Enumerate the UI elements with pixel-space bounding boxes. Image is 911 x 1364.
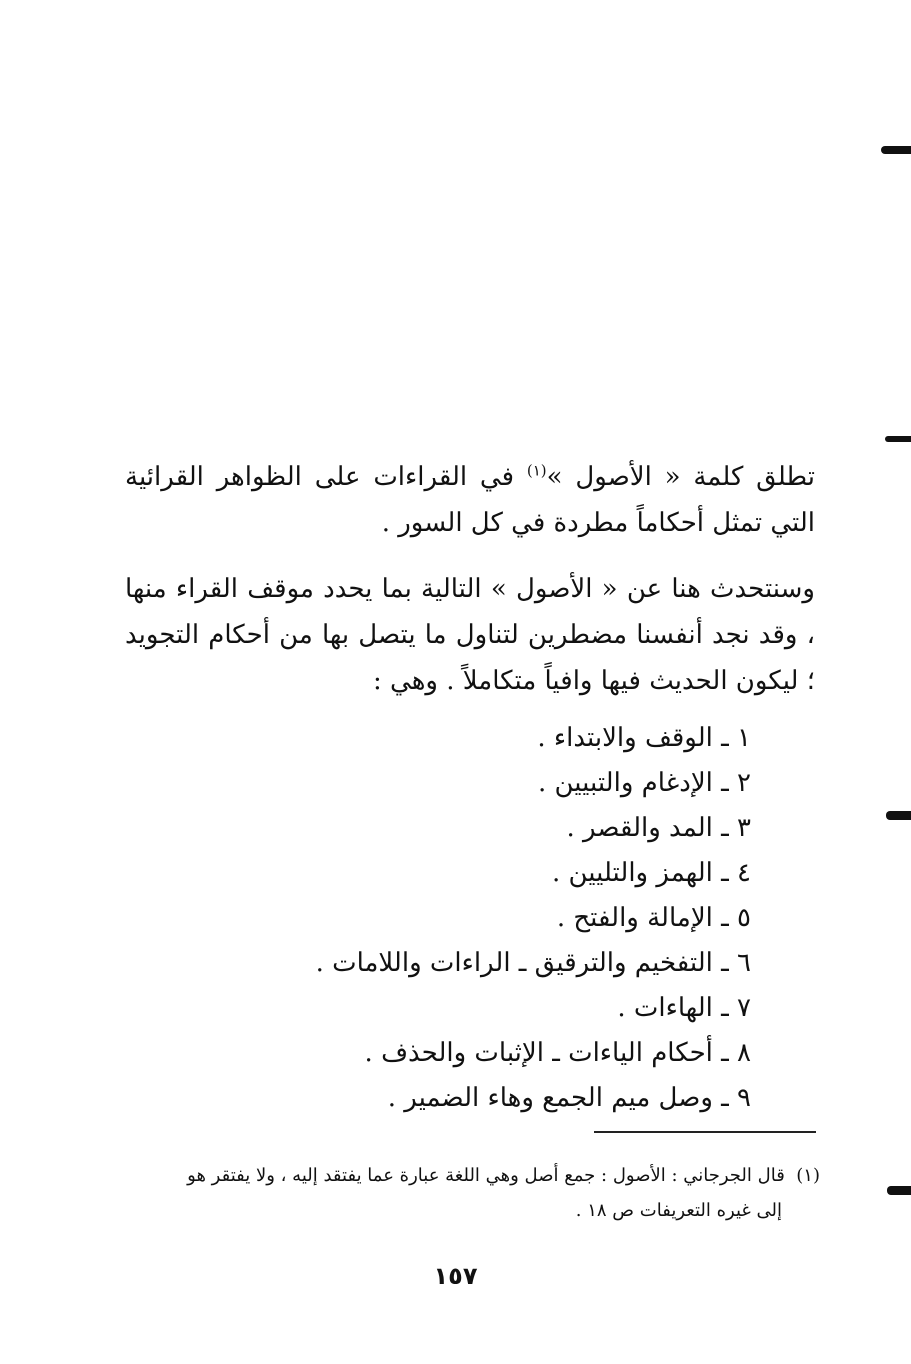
- list-item: ٩ ـ وصل ميم الجمع وهاء الضمير .: [387, 1083, 751, 1113]
- scan-edge-mark: [885, 436, 911, 442]
- paragraph-intro: وسنتحدث هنا عن « الأصول » التالية بما يحدد موقف القراء منها ، وقد نجد أنفسنا مضطرين لتناول ما يتصل بها من أحكام التجويد ؛ ليكون الحديث فيها وافياً متكاملاً . وهي :: [125, 574, 815, 696]
- paragraph-text: في القراءات على الظواهر القرائية التي تمثل أحكاماً مطردة في كل السور .: [125, 462, 815, 538]
- list-item: ١ ـ الوقف والابتداء .: [537, 723, 751, 753]
- footnote-text: قال الجرجاني : الأصول : جمع أصل وهي اللغة عبارة عما يفتقد إليه ، ولا يفتقر هو: [187, 1165, 785, 1186]
- list-item: ٨ ـ أحكام الياءات ـ الإثبات والحذف .: [364, 1038, 751, 1068]
- scan-edge-mark: [881, 146, 911, 154]
- paragraph-text: تطلق كلمة « الأصول »: [546, 462, 815, 492]
- list-item: ٥ ـ الإمالة والفتح .: [556, 903, 751, 933]
- footnote-separator: [594, 1131, 816, 1133]
- scan-edge-mark: [887, 1186, 911, 1195]
- usul-list: [231, 716, 751, 1121]
- list-item: ٣ ـ المد والقصر .: [566, 813, 751, 843]
- page-number: ١٥٧: [433, 1262, 478, 1290]
- list-item: ٢ ـ الإدغام والتبيين .: [537, 768, 751, 798]
- scan-edge-mark: [886, 811, 911, 820]
- footnote-reference[interactable]: (١): [526, 461, 547, 480]
- paragraph-usul-definition: [125, 454, 815, 546]
- footnote: [130, 1158, 820, 1228]
- footnote-marker: (١): [796, 1165, 820, 1186]
- footnote-text: إلى غيره التعريفات ص ١٨ .: [575, 1200, 782, 1221]
- list-item: ٤ ـ الهمز والتليين .: [551, 858, 751, 888]
- list-item: ٧ ـ الهاءات .: [617, 993, 751, 1023]
- list-item: ٦ ـ التفخيم والترقيق ـ الراءات واللامات .: [315, 948, 751, 978]
